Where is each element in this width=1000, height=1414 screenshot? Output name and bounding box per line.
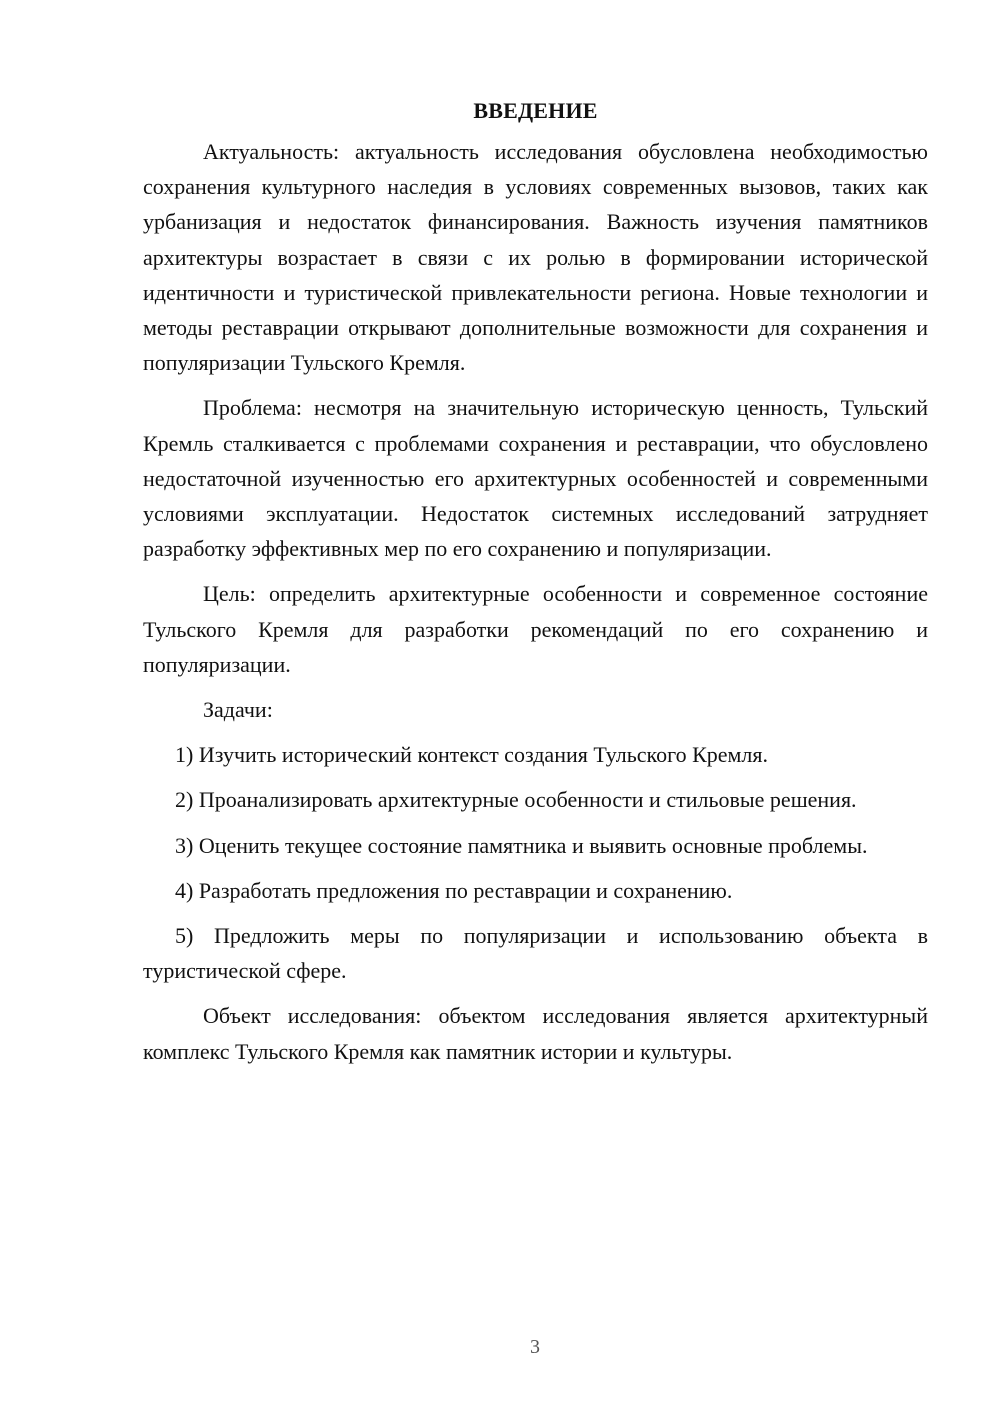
- paragraph-problem: Проблема: несмотря на значительную историческую ценность, Тульский Кремль сталкивается с проблемами сохранения и реставрации, что обусловлено недостаточной изученностью его архитектурных особенностей и современными условиями эксплуатации. Недостаток системных исследований затрудняет разработку эффективных мер по его сохранению и популяризации.: [143, 395, 928, 562]
- tasks-label: Задачи:: [203, 697, 273, 723]
- task-item-4: 4) Разработать предложения по реставрации и сохранению.: [175, 877, 733, 903]
- task-item-5: 5) Предложить меры по популяризации и использованию объекта в туристической сфере.: [143, 923, 928, 984]
- page-content: [143, 94, 928, 1069]
- paragraph-goal: Цель: определить архитектурные особенности и современное состояние Тульского Кремля для разработки рекомендаций по его сохранению и популяризации.: [143, 581, 928, 677]
- page-number: 3: [530, 1336, 540, 1358]
- task-item-1: 1) Изучить исторический контекст создания Тульского Кремля.: [175, 742, 769, 768]
- paragraph-relevance: Актуальность: актуальность исследования обусловлена необходимостью сохранения культурного наследия в условиях современных вызовов, таких как урбанизация и недостаток финансирования. Важность изучения памятников архитектуры возрастает в связи с их ролью в формировании исторической идентичности и туристической привлекательности региона. Новые технологии и методы реставрации открывают дополнительные возможности для сохранения и популяризации Тульского Кремля.: [143, 139, 928, 376]
- task-item-3: 3) Оценить текущее состояние памятника и выявить основные проблемы.: [175, 832, 868, 858]
- section-heading: ВВЕДЕНИЕ: [473, 98, 598, 123]
- task-item-2: 2) Проанализировать архитектурные особенности и стильовые решения.: [175, 787, 857, 813]
- paragraph-object: Объект исследования: объектом исследования является архитектурный комплекс Тульского Кремля как памятник истории и культуры.: [143, 1003, 928, 1064]
